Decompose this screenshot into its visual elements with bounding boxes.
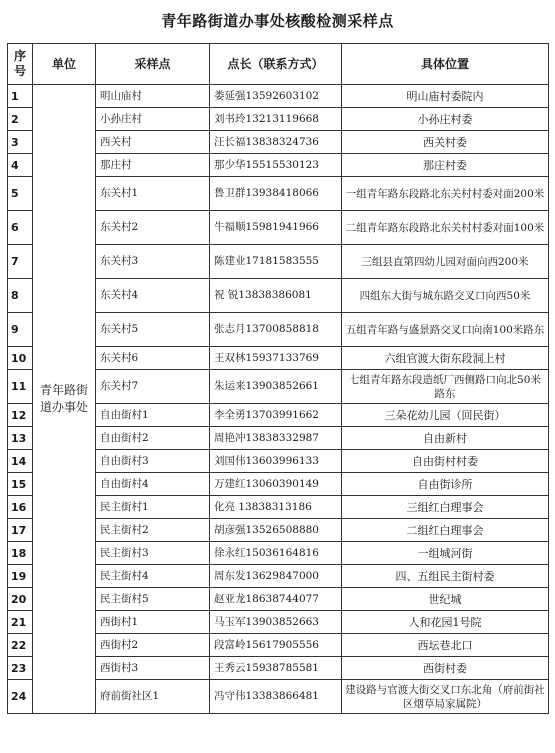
row-number: 8 <box>8 279 33 313</box>
site-location: 二组红白理事会 <box>342 519 549 542</box>
site-location: 西关村委 <box>342 131 549 154</box>
site-name: 西街村3 <box>96 657 210 680</box>
row-number: 11 <box>8 370 33 404</box>
leader-contact: 王双林15937133769 <box>210 347 342 370</box>
row-number: 16 <box>8 496 33 519</box>
page-title: 青年路街道办事处核酸检测采样点 <box>161 12 394 30</box>
row-number: 19 <box>8 565 33 588</box>
site-name: 西关村 <box>96 131 210 154</box>
site-name: 自由街村4 <box>96 473 210 496</box>
row-number: 7 <box>8 245 33 279</box>
site-name: 那庄村 <box>96 154 210 177</box>
header-leader: 点长（联系方式） <box>210 44 342 85</box>
site-name: 自由街村3 <box>96 450 210 473</box>
site-location: 一组城河街 <box>342 542 549 565</box>
leader-contact: 李全勇13703991662 <box>210 404 342 427</box>
site-name: 民主街村3 <box>96 542 210 565</box>
site-location: 三组红白理事会 <box>342 496 549 519</box>
header-site: 采样点 <box>96 44 210 85</box>
site-name: 东关村6 <box>96 347 210 370</box>
leader-contact: 陈建业17181583555 <box>210 245 342 279</box>
row-number: 15 <box>8 473 33 496</box>
site-name: 自由街村1 <box>96 404 210 427</box>
site-location: 西街村委 <box>342 657 549 680</box>
leader-contact: 张志月13700858818 <box>210 313 342 347</box>
leader-contact: 王秀云15938785581 <box>210 657 342 680</box>
leader-contact: 汪长福13838324736 <box>210 131 342 154</box>
row-number: 14 <box>8 450 33 473</box>
site-location: 明山庙村委院内 <box>342 85 549 108</box>
site-location: 自由街诊所 <box>342 473 549 496</box>
row-number: 21 <box>8 611 33 634</box>
site-name: 东关村1 <box>96 177 210 211</box>
leader-contact: 万建红13060390149 <box>210 473 342 496</box>
site-location: 三组县直第四幼儿园对面向西200米 <box>342 245 549 279</box>
site-name: 东关村2 <box>96 211 210 245</box>
site-location: 四、五组民主街村委 <box>342 565 549 588</box>
row-number: 3 <box>8 131 33 154</box>
site-name: 民主街村2 <box>96 519 210 542</box>
leader-contact: 刘书玲13213119668 <box>210 108 342 131</box>
leader-contact: 冯守伟13383866481 <box>210 680 342 714</box>
site-location: 自由街村村委 <box>342 450 549 473</box>
row-number: 17 <box>8 519 33 542</box>
site-name: 民主街村5 <box>96 588 210 611</box>
row-number: 24 <box>8 680 33 714</box>
site-name: 小孙庄村 <box>96 108 210 131</box>
row-number: 5 <box>8 177 33 211</box>
header-location: 具体位置 <box>342 44 549 85</box>
leader-contact: 周东发13629847000 <box>210 565 342 588</box>
row-number: 13 <box>8 427 33 450</box>
site-location: 那庄村委 <box>342 154 549 177</box>
site-name: 东关村7 <box>96 370 210 404</box>
leader-contact: 徐永红15036164816 <box>210 542 342 565</box>
site-name: 明山庙村 <box>96 85 210 108</box>
row-number: 18 <box>8 542 33 565</box>
site-name: 民主街村4 <box>96 565 210 588</box>
row-number: 10 <box>8 347 33 370</box>
leader-contact: 刘国伟13603996133 <box>210 450 342 473</box>
site-name: 府前街社区1 <box>96 680 210 714</box>
leader-contact: 周艳冲13838332987 <box>210 427 342 450</box>
site-location: 西坛巷北口 <box>342 634 549 657</box>
site-location: 四组东大街与城东路交叉口向西50米 <box>342 279 549 313</box>
header-seq: 序号 <box>8 44 33 85</box>
site-location: 小孙庄村委 <box>342 108 549 131</box>
site-name: 西街村1 <box>96 611 210 634</box>
site-name: 民主街村1 <box>96 496 210 519</box>
site-location: 五组青年路与盛景路交叉口向南100米路东 <box>342 313 549 347</box>
site-name: 东关村5 <box>96 313 210 347</box>
site-location: 人和花园1号院 <box>342 611 549 634</box>
site-name: 东关村3 <box>96 245 210 279</box>
site-name: 东关村4 <box>96 279 210 313</box>
site-location: 六组官渡大街东段洞上村 <box>342 347 549 370</box>
row-number: 1 <box>8 85 33 108</box>
site-name: 西街村2 <box>96 634 210 657</box>
leader-contact: 段富岭15617905556 <box>210 634 342 657</box>
row-number: 6 <box>8 211 33 245</box>
leader-contact: 娄延强13592603102 <box>210 85 342 108</box>
leader-contact: 牛福顺15981941966 <box>210 211 342 245</box>
sampling-sites-table <box>7 43 549 714</box>
site-location: 自由新村 <box>342 427 549 450</box>
unit-name: 青年路街道办事处 <box>33 85 96 714</box>
row-number: 12 <box>8 404 33 427</box>
row-number: 20 <box>8 588 33 611</box>
leader-contact: 那少华15515530123 <box>210 154 342 177</box>
row-number: 4 <box>8 154 33 177</box>
leader-contact: 化亮 13838313186 <box>210 496 342 519</box>
table-header-row <box>8 44 549 85</box>
table-row <box>8 85 549 108</box>
row-number: 9 <box>8 313 33 347</box>
row-number: 2 <box>8 108 33 131</box>
leader-contact: 鲁卫群13938418066 <box>210 177 342 211</box>
leader-contact: 胡彦强13526508880 <box>210 519 342 542</box>
site-location: 世纪城 <box>342 588 549 611</box>
leader-contact: 马玉军13903852663 <box>210 611 342 634</box>
site-location: 七组青年路东段造纸厂西侧路口向北50米路东 <box>342 370 549 404</box>
site-name: 自由街村2 <box>96 427 210 450</box>
row-number: 23 <box>8 657 33 680</box>
row-number: 22 <box>8 634 33 657</box>
leader-contact: 朱运来13903852661 <box>210 370 342 404</box>
site-location: 二组青年路东段路北东关村村委对面100米 <box>342 211 549 245</box>
header-unit: 单位 <box>33 44 96 85</box>
site-location: 建设路与官渡大街交叉口东北角（府前街社区烟草局家属院） <box>342 680 549 714</box>
leader-contact: 赵亚龙18638744077 <box>210 588 342 611</box>
site-location: 三朵花幼儿园（回民街） <box>342 404 549 427</box>
site-location: 一组青年路东段路北东关村村委对面200米 <box>342 177 549 211</box>
leader-contact: 祝 锐13838386081 <box>210 279 342 313</box>
